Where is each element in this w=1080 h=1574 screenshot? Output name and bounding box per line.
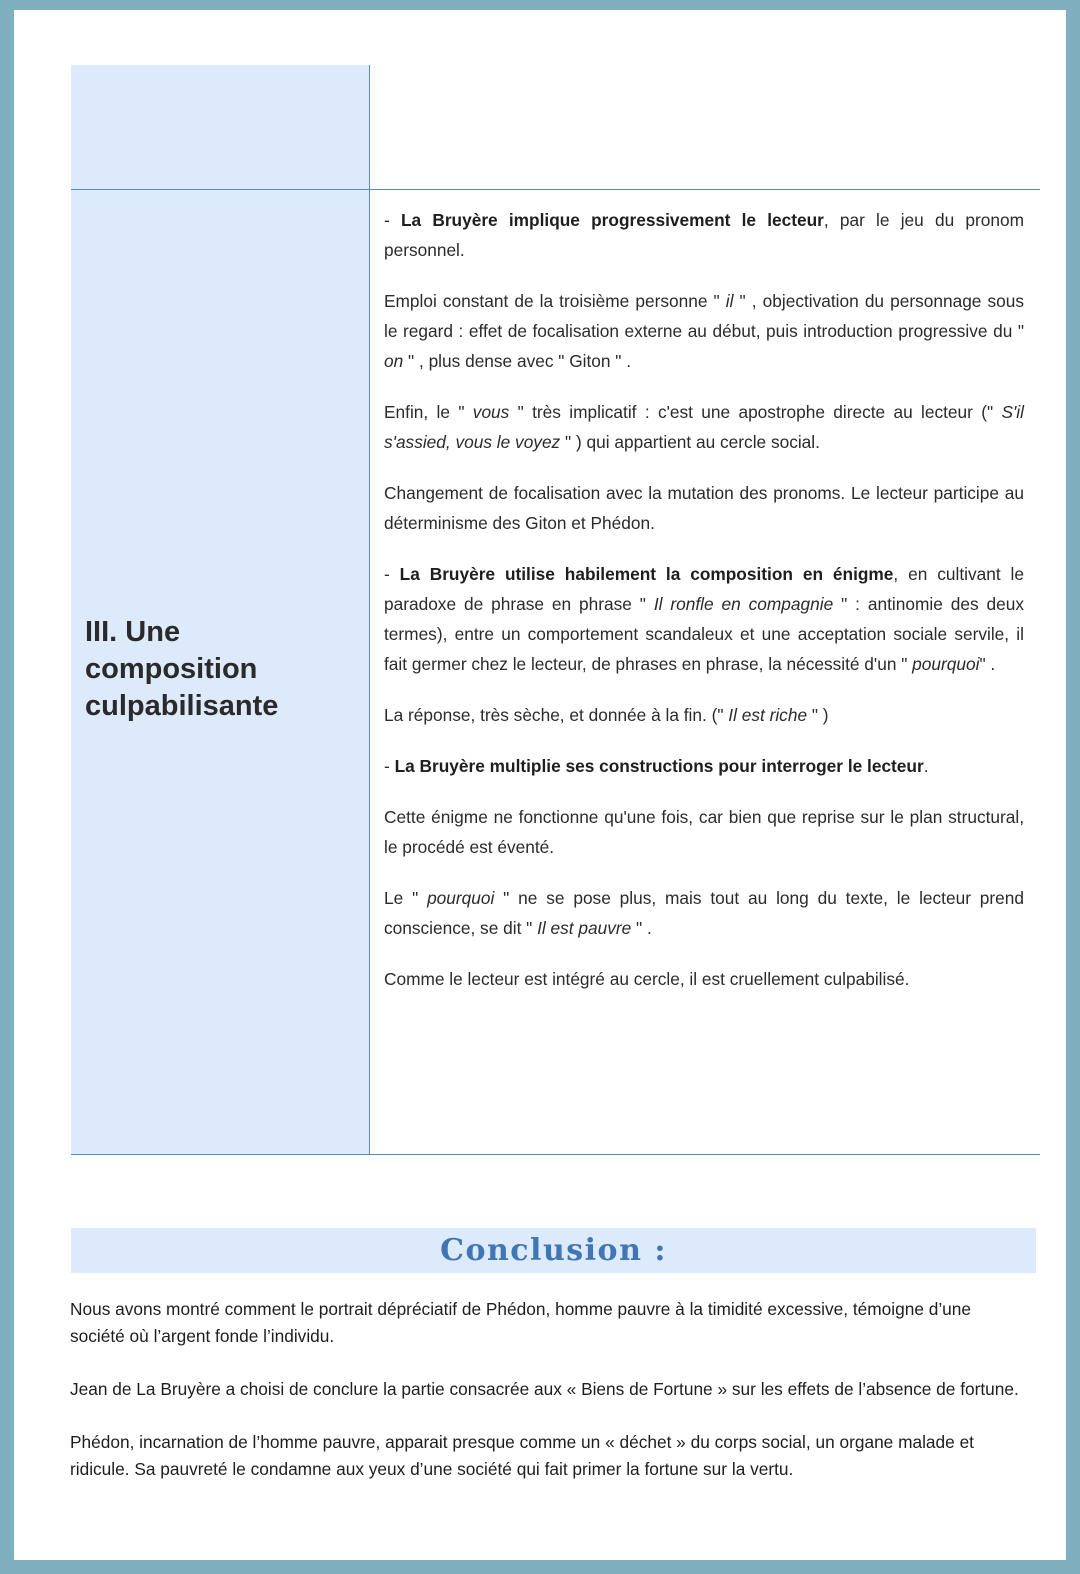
- conclusion-header: [71, 1228, 1036, 1273]
- italic-run: Il est pauvre: [537, 918, 632, 938]
- section-paragraph: [384, 397, 1024, 457]
- section-paragraph: [384, 205, 1024, 265]
- section-paragraph: [384, 883, 1024, 943]
- section-title-cell: [71, 190, 370, 1154]
- text-run: La réponse, très sèche, et donnée à la fin. (": [384, 705, 729, 725]
- text-run: " , plus dense avec " Giton " .: [403, 351, 632, 371]
- text-run: " très implicatif : c'est une apostrophe directe au lecteur (": [509, 402, 1002, 422]
- section-title: III. Une composition culpabilisante: [85, 615, 279, 722]
- conclusion-paragraph: Jean de La Bruyère a choisi de conclure la partie consacrée aux « Biens de Fortune » sur les effets de l’absence de fortune.: [70, 1379, 1019, 1399]
- text-run: Enfin, le ": [384, 402, 473, 422]
- text-run: " ne se pose plus, mais tout au long du texte, le lecteur prend conscience, se dit ": [384, 888, 1024, 938]
- italic-run: il: [725, 291, 734, 311]
- analysis-table: [71, 65, 1040, 1155]
- bold-run: La Bruyère multiplie ses constructions pour interroger le lecteur: [394, 756, 924, 776]
- table-cell-right-empty: [370, 65, 1040, 189]
- italic-run: on: [384, 351, 404, 371]
- bold-run: La Bruyère utilise habilement la composition en énigme: [399, 564, 894, 584]
- text-run: Le ": [384, 888, 428, 908]
- section-paragraph: [384, 286, 1024, 376]
- text-run: .: [923, 756, 929, 776]
- conclusion-paragraph: Phédon, incarnation de l’homme pauvre, apparait presque comme un « déchet » du corps social, un organe malade et ridicule. Sa pauvreté le condamne aux yeux d’une société qui fait primer la fortune sur la vertu.: [70, 1432, 974, 1479]
- table-cell-left-empty: [71, 65, 370, 189]
- text-run: , en cultivant le paradoxe de phrase en phrase ": [384, 564, 1024, 614]
- section-paragraph: [384, 751, 1024, 781]
- table-row-empty: [71, 65, 1040, 190]
- text-run: " , objectivation du personnage sous le regard : effet de focalisation externe au début, puis introduction progressive du ": [384, 291, 1025, 341]
- text-run: " ): [807, 705, 829, 725]
- text-run: " : antinomie des deux termes), entre un comportement scandaleux et une acceptation sociale servile, il fait germer chez le lecteur, de phrases en phrase, la nécessité d'un ": [384, 594, 1024, 674]
- table-row-section-3: [71, 190, 1040, 1155]
- conclusion-title: Conclusion :: [440, 1233, 667, 1268]
- italic-run: Il ronfle en compagnie: [653, 594, 834, 614]
- text-run: Cette énigme ne fonctionne qu'une fois, car bien que reprise sur le plan structural, le procédé est éventé.: [384, 807, 1024, 857]
- text-run: -: [384, 756, 395, 776]
- section-paragraph: [384, 700, 1024, 730]
- text-run: " ) qui appartient au cercle social.: [560, 432, 820, 452]
- section-body: [370, 190, 1040, 1154]
- section-paragraph: [384, 802, 1024, 862]
- section-paragraph: [384, 559, 1024, 679]
- italic-run: pourquoi: [427, 888, 495, 908]
- italic-run: Il est riche: [728, 705, 808, 725]
- italic-run: S'il s'assied, vous le voyez: [384, 402, 1024, 452]
- text-run: -: [384, 564, 400, 584]
- section-paragraph: [384, 964, 1024, 994]
- italic-run: vous: [472, 402, 510, 422]
- text-run: -: [384, 210, 401, 230]
- conclusion-paragraph: Nous avons montré comment le portrait dépréciatif de Phédon, homme pauvre à la timidité excessive, témoigne d’une société où l’argent fonde l’individu.: [70, 1299, 972, 1346]
- text-run: Emploi constant de la troisième personne ": [384, 291, 726, 311]
- text-run: Changement de focalisation avec la mutation des pronoms. Le lecteur participe au déterminisme des Giton et Phédon.: [384, 483, 1024, 533]
- text-run: " .: [631, 918, 652, 938]
- text-run: , par le jeu du pronom personnel.: [384, 210, 1024, 260]
- bold-run: La Bruyère implique progressivement le lecteur: [400, 210, 824, 230]
- italic-run: pourquoi: [912, 654, 980, 674]
- conclusion-text: [70, 1296, 1025, 1509]
- section-paragraph: [384, 478, 1024, 538]
- text-run: " .: [979, 654, 996, 674]
- text-run: Comme le lecteur est intégré au cercle, il est cruellement culpabilisé.: [384, 969, 910, 989]
